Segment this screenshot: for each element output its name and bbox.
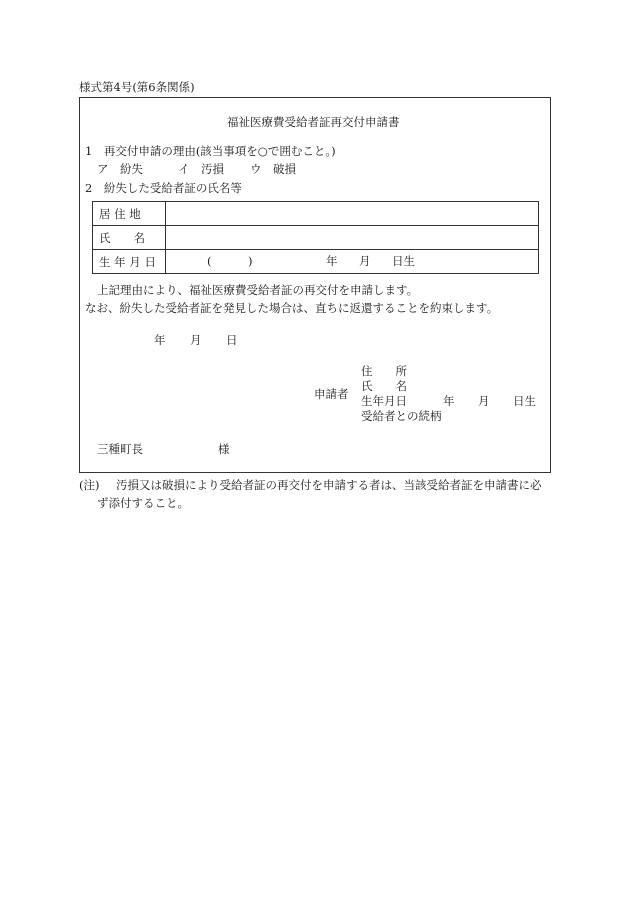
applicant-dob-label: 生年月日 — [361, 394, 407, 408]
address-field[interactable] — [166, 202, 539, 226]
dob-close-paren: ) — [248, 254, 253, 268]
dob-row — [93, 250, 539, 274]
statement-line-1: 上記理由により、福祉医療費受給者証の再交付を申請します。 — [97, 283, 419, 297]
addressee-honorific: 様 — [218, 442, 230, 456]
form-title: 福祉医療費受給者証再交付申請書 — [227, 115, 400, 129]
date-year-label: 年 — [154, 333, 166, 347]
date-month-label: 月 — [190, 333, 202, 347]
dob-open-paren: ( — [207, 254, 212, 268]
applicant-dob-birth: 日生 — [513, 394, 536, 408]
dob-label: 生 年 月 日 — [93, 250, 166, 274]
addressee-mayor: 三種町長 — [97, 442, 143, 456]
applicant-dob-year: 年 — [443, 394, 455, 408]
form-number-header: 様式第4号(第6条関係) — [79, 80, 195, 94]
name-row — [93, 226, 539, 250]
address-row — [93, 202, 539, 226]
reason-option-stained[interactable]: イ 汚損 — [178, 162, 224, 176]
name-label: 氏 名 — [93, 226, 166, 250]
dob-month-label: 月 — [359, 254, 371, 268]
applicant-address-label: 住 所 — [361, 364, 407, 378]
applicant-label: 申請者 — [314, 387, 349, 401]
note-line-1: 汚損又は破損により受給者証の再交付を申請する者は、当該受給者証を申請書に必 — [116, 478, 542, 492]
note-line-2: ず添付すること。 — [97, 496, 189, 510]
applicant-relation-label: 受給者との続柄 — [361, 409, 442, 423]
reason-option-lost[interactable]: ア 紛失 — [97, 162, 143, 176]
note-label: (注) — [79, 478, 100, 492]
item-2-heading: 2 紛失した受給者証の氏名等 — [85, 181, 242, 195]
applicant-name-label: 氏 名 — [361, 379, 407, 393]
dob-field[interactable] — [166, 250, 539, 274]
name-field[interactable] — [166, 226, 539, 250]
statement-line-2: なお、紛失した受給者証を発見した場合は、直ちに返還することを約束します。 — [85, 301, 499, 315]
dob-birth-label: 日生 — [392, 254, 415, 268]
dob-year-label: 年 — [326, 254, 338, 268]
reason-option-damaged[interactable]: ウ 破損 — [250, 162, 296, 176]
lost-certificate-table — [92, 201, 539, 274]
address-label: 居 住 地 — [93, 202, 166, 226]
item-1-reason-heading: 1 再交付申請の理由(該当事項を○で囲むこと。) — [85, 144, 336, 158]
date-day-label: 日 — [226, 333, 238, 347]
applicant-dob-month: 月 — [478, 394, 490, 408]
